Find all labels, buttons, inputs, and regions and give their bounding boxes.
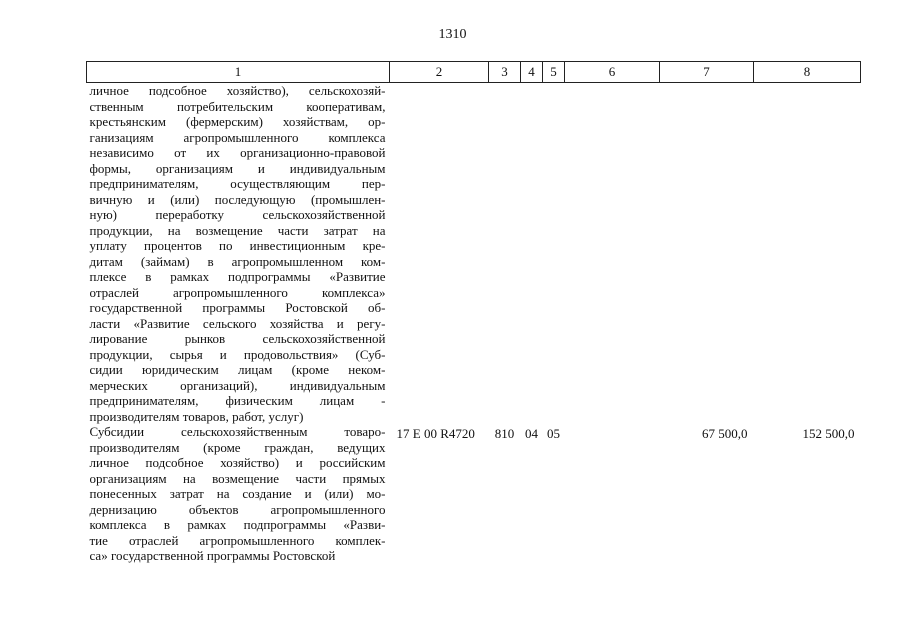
description-line: сидии юридическим лицам (кроме неком- [89,362,386,377]
header-col-4: 4 [521,62,543,83]
description-line: понесенных затрат на создание и (или) мо- [89,486,386,501]
description-line: отраслей агропромышленного комплекса» [89,284,386,300]
description-line: ную) переработку сельскохозяйственной [89,207,386,222]
table-row [87,83,861,425]
description-line: государственной программы Ростовской об- [89,300,386,315]
budget-table [86,61,861,564]
description-line: тие отраслей агропромышленного комплек- [89,532,386,548]
description-line: производителям (кроме граждан, ведущих [89,439,386,455]
row-description [87,83,390,425]
description-line: предпринимателям, осуществляющим пер- [89,176,386,191]
description-line: уплату процентов по инвестиционным кре- [89,238,386,253]
description-line: продукции, сырья и продовольствия» (Суб- [89,346,386,362]
description-line: продукции, на возмещение части затрат на [89,222,386,238]
row-rz [521,83,543,425]
row-code: 17 Е 00 R4720 [396,426,475,441]
table-row [87,424,861,564]
description-line: личное подсобное хозяйство), сельскохозяй- [89,83,386,98]
header-col-2: 2 [390,62,489,83]
description-line: комплекса в рамках подпрограммы «Разви- [89,517,386,532]
description-line: вичную и (или) последующую (промышлен- [89,191,386,207]
description-line: предпринимателям, физическим лицам - [89,393,386,408]
row-code [390,83,489,425]
description-line: ганизациям агропромышленного комплекса [89,129,386,145]
page-number: 1310 [438,27,467,42]
header-col-7: 7 [660,62,754,83]
header-col-8: 8 [754,62,861,83]
row-col8 [754,83,861,425]
row-col7: 67 500,0 [702,426,748,441]
row-col7 [660,83,754,425]
header-col-3: 3 [489,62,521,83]
description-line: крестьянским (фермерским) хозяйствам, ор- [89,114,386,129]
row-pr [543,83,565,425]
row-pr: 05 [547,426,560,441]
row-col8: 152 500,0 [802,426,855,441]
description-line: производителям товаров, работ, услуг) [89,408,304,424]
header-col-1: 1 [87,62,390,83]
description-line: независимо от их организационно-правовой [89,145,386,160]
description-line: организациям на возмещение части прямых [89,470,386,486]
description-line: формы, организациям и индивидуальным [89,160,386,176]
description-line: дитам (займам) в агропромышленном ком- [89,253,386,269]
description-line: личное подсобное хозяйство) и российским [89,455,386,470]
header-col-5: 5 [543,62,565,83]
row-rz: 04 [525,426,538,441]
description-line: мерческих организаций), индивидуальным [89,377,386,393]
description-line: дернизацию объектов агропромышленного [89,501,386,517]
row-col6 [565,424,660,564]
description-line: плексе в рамках подпрограммы «Развитие [89,269,386,284]
row-vr [489,83,521,425]
description-line: лирование рынков сельскохозяйственной [89,331,386,346]
row-col6 [565,83,660,425]
description-line: ласти «Развитие сельского хозяйства и регу- [89,315,386,331]
row-description [87,424,390,564]
header-row [87,62,861,83]
row-vr: 810 [494,426,515,441]
description-line: Субсидии сельскохозяйственным товаро- [89,424,386,439]
header-col-6: 6 [565,62,660,83]
description-line: са» государственной программы Ростовской [89,548,336,563]
description-line: ственным потребительским кооперативам, [89,98,386,114]
